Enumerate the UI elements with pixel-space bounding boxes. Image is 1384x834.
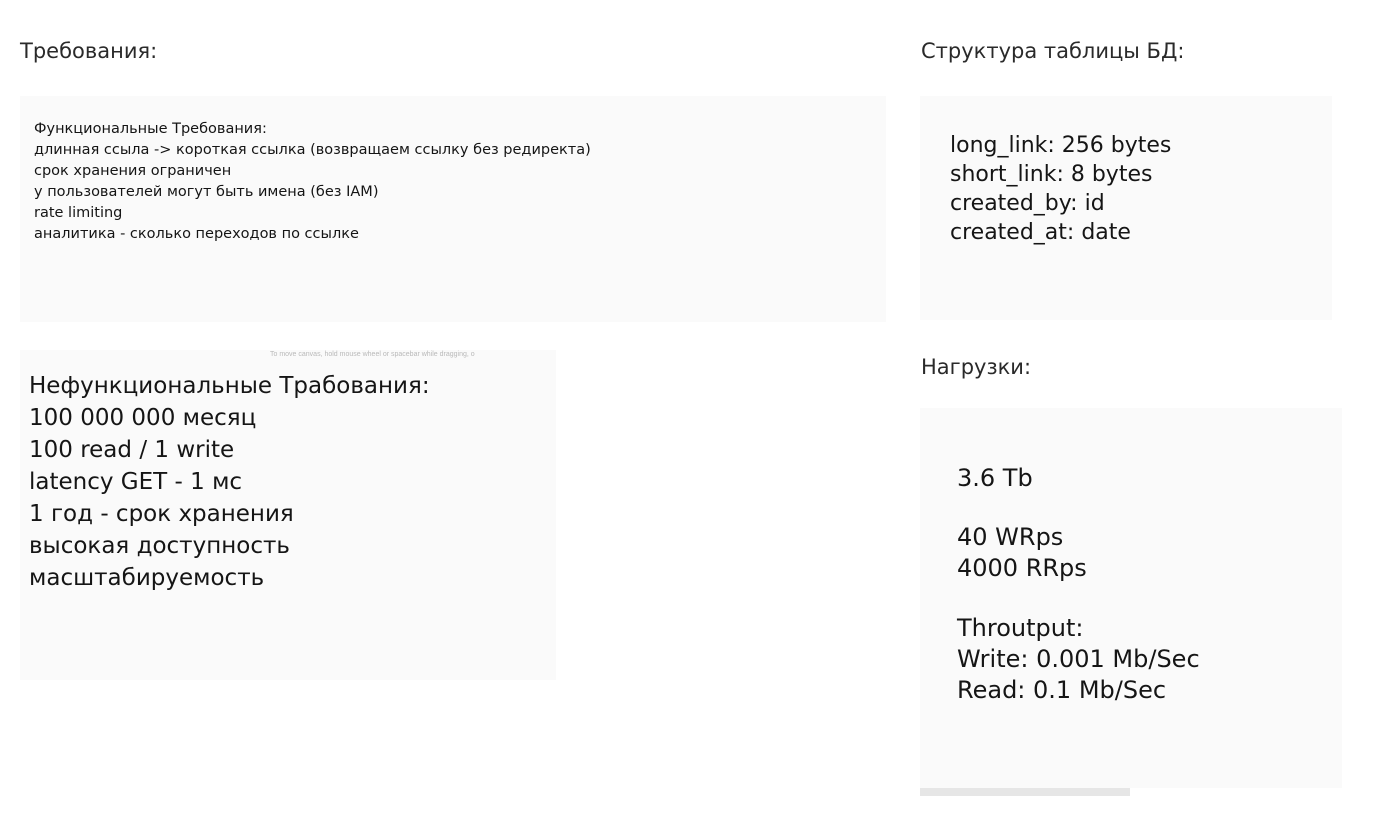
db-field: created_at: date bbox=[950, 220, 1131, 245]
db-field: created_by: id bbox=[950, 191, 1105, 216]
functional-requirements-text bbox=[34, 119, 591, 245]
db-structure-image bbox=[920, 96, 1332, 320]
db-structure-text bbox=[950, 131, 1171, 247]
loads-write-throughput: Write: 0.001 Mb/Sec bbox=[957, 645, 1200, 673]
db-field: long_link: 256 bytes bbox=[950, 133, 1172, 158]
nonfunctional-line: 100 000 000 месяц bbox=[29, 405, 257, 431]
functional-requirements-image bbox=[20, 96, 886, 322]
functional-title: Функциональные Требования: bbox=[34, 121, 267, 137]
nonfunctional-line: latency GET - 1 мс bbox=[29, 469, 243, 495]
db-structure-heading: Структура таблицы БД: bbox=[921, 39, 1185, 63]
functional-line: длинная ссыла -> короткая ссылка (возвращаем ссылку без редиректа) bbox=[34, 142, 591, 158]
nonfunctional-line: 100 read / 1 write bbox=[29, 437, 235, 463]
functional-line: аналитика - сколько переходов по ссылке bbox=[34, 226, 359, 242]
nonfunctional-requirements-text bbox=[29, 370, 430, 594]
functional-line: у пользователей могут быть имена (без IAM) bbox=[34, 184, 379, 200]
nonfunctional-line: 1 год - срок хранения bbox=[29, 501, 294, 527]
functional-line: срок хранения ограничен bbox=[34, 163, 232, 179]
loads-text bbox=[957, 463, 1200, 706]
loads-write-rps: 40 WRps bbox=[957, 523, 1064, 551]
nonfunctional-line: масштабируемость bbox=[29, 565, 265, 591]
nonfunctional-requirements-image bbox=[20, 350, 556, 680]
loads-image-edge bbox=[920, 788, 1130, 796]
loads-storage: 3.6 Tb bbox=[957, 464, 1033, 492]
loads-throughput-title: Throutput: bbox=[957, 614, 1084, 642]
loads-image bbox=[920, 408, 1342, 788]
requirements-heading: Требования: bbox=[20, 39, 158, 63]
nonfunctional-title: Нефункциональные Трабования: bbox=[29, 373, 430, 399]
loads-read-rps: 4000 RRps bbox=[957, 554, 1087, 582]
functional-line: rate limiting bbox=[34, 205, 123, 221]
loads-heading: Нагрузки: bbox=[921, 355, 1032, 379]
db-field: short_link: 8 bytes bbox=[950, 162, 1153, 187]
canvas-hint: To move canvas, hold mouse wheel or spacebar while dragging, o bbox=[270, 351, 475, 358]
nonfunctional-line: высокая доступность bbox=[29, 533, 290, 559]
loads-read-throughput: Read: 0.1 Mb/Sec bbox=[957, 676, 1167, 704]
